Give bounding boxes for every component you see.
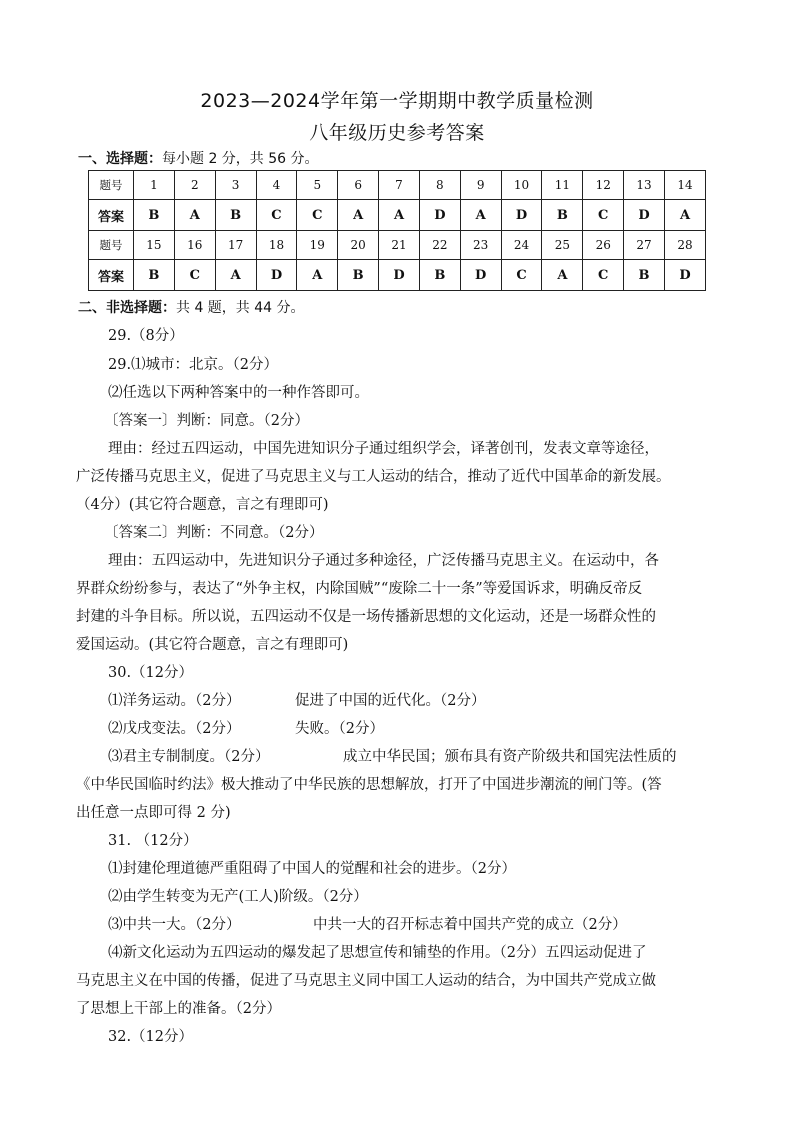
answer-cell: C xyxy=(583,260,624,291)
q30-part2-result: 失败。（2分） xyxy=(295,721,384,737)
answer-cell: C xyxy=(256,200,297,231)
answer-cell: A xyxy=(174,200,215,231)
question-number-cell: 9 xyxy=(460,171,501,200)
q31-part1: ⑴封建伦理道德严重阻碍了中国人的觉醒和社会的进步。（2分） xyxy=(108,861,516,877)
q29-answer2-reason-line3: 封建的斗争目标。所以说，五四运动不仅是一场传播新思想的文化运动，还是一场群众性的 xyxy=(76,609,656,625)
q31-part3-detail: 中共一大的召开标志着中国共产党的成立（2分） xyxy=(313,917,627,933)
answer-cell: A xyxy=(460,200,501,231)
answer-cell: B xyxy=(419,260,460,291)
question-number-cell: 6 xyxy=(338,171,379,200)
q31-part2: ⑵由学生转变为无产(工人)阶级。（2分） xyxy=(108,889,368,905)
answer-cell: A xyxy=(215,260,256,291)
question-number-cell: 10 xyxy=(501,171,542,200)
question-number-cell: 23 xyxy=(460,231,501,260)
page-subtitle: 八年级历史参考答案 xyxy=(309,122,485,144)
answer-cell: D xyxy=(256,260,297,291)
section-non-choice-heading xyxy=(78,297,305,317)
question-number-cell: 12 xyxy=(583,171,624,200)
section-heading-detail: 共 4 题，共 44 分。 xyxy=(176,300,305,316)
q30-part3-detail-line3: 出任意一点即可得 2 分) xyxy=(76,805,231,821)
question-number-cell: 5 xyxy=(297,171,338,200)
answer-cell: A xyxy=(542,260,583,291)
question-number-cell: 25 xyxy=(542,231,583,260)
question-number-cell: 13 xyxy=(624,171,665,200)
q29-answer1-judgement: 〔答案一〕判断：同意。（2分） xyxy=(104,413,309,429)
question-number-cell: 2 xyxy=(174,171,215,200)
q29-answer2-reason-line1: 理由：五四运动中，先进知识分子通过多种途径，广泛传播马克思主义。在运动中，各 xyxy=(108,553,659,569)
answer-cell: B xyxy=(215,200,256,231)
answer-cell: B xyxy=(624,260,665,291)
row-label-answer: 答案 xyxy=(89,200,134,231)
q30-part3-answer: ⑶君主专制制度。（2分） xyxy=(108,749,270,765)
q30-part2-answer: ⑵戊戌变法。（2分） xyxy=(108,721,241,737)
row-label-question-number: 题号 xyxy=(89,171,134,200)
q29-answer2-judgement: 〔答案二〕判断：不同意。（2分） xyxy=(104,525,324,541)
answer-cell: A xyxy=(379,200,420,231)
q31-part4-line3: 了思想上干部上的准备。（2分） xyxy=(76,1001,281,1017)
answer-cell: C xyxy=(501,260,542,291)
answer-cell: B xyxy=(542,200,583,231)
q30-heading: 30.（12分） xyxy=(108,665,194,681)
question-number-cell: 26 xyxy=(583,231,624,260)
answer-cell: B xyxy=(134,260,175,291)
q31-heading: 31. （12分） xyxy=(108,833,198,849)
answer-cell: C xyxy=(583,200,624,231)
answer-cell: A xyxy=(664,200,705,231)
answer-cell: D xyxy=(379,260,420,291)
question-number-cell: 4 xyxy=(256,171,297,200)
question-number-cell: 24 xyxy=(501,231,542,260)
q29-heading: 29.（8分） xyxy=(108,328,184,344)
question-number-row xyxy=(89,171,706,200)
answer-row xyxy=(89,200,706,231)
answer-cell: D xyxy=(624,200,665,231)
q30-part1-effect: 促进了中国的近代化。（2分） xyxy=(295,693,486,709)
question-number-cell: 8 xyxy=(419,171,460,200)
question-number-cell: 11 xyxy=(542,171,583,200)
answer-cell: B xyxy=(134,200,175,231)
section-heading-detail: 每小题 2 分，共 56 分。 xyxy=(162,151,319,167)
question-number-cell: 22 xyxy=(419,231,460,260)
q31-part4-line2: 马克思主义在中国的传播，促进了马克思主义同中国工人运动的结合，为中国共产党成立做 xyxy=(76,973,656,989)
q29-part1: 29.⑴城市：北京。（2分） xyxy=(108,357,279,373)
row-label-answer: 答案 xyxy=(89,260,134,291)
question-number-cell: 27 xyxy=(624,231,665,260)
q29-answer1-reason-line1: 理由：经过五四运动，中国先进知识分子通过组织学会，译著创刊，发表文章等途径， xyxy=(108,441,659,457)
answer-cell: D xyxy=(501,200,542,231)
question-number-cell: 14 xyxy=(664,171,705,200)
page-title: 2023—2024学年第一学期期中教学质量检测 xyxy=(200,90,594,112)
answer-row xyxy=(89,260,706,291)
q32-heading: 32.（12分） xyxy=(108,1029,194,1045)
answer-cell: C xyxy=(174,260,215,291)
answer-cell: D xyxy=(460,260,501,291)
answer-cell: D xyxy=(419,200,460,231)
answer-cell: B xyxy=(338,260,379,291)
section-heading-label: 二、非选择题： xyxy=(78,300,176,316)
section-heading-label: 一、选择题： xyxy=(78,151,162,167)
q29-answer2-reason-line2: 界群众纷纷参与，表达了“外争主权，内除国贼”“废除二十一条”等爱国诉求，明确反帝反 xyxy=(76,581,643,597)
q29-answer1-reason-line3: （4分）(其它符合题意，言之有理即可) xyxy=(76,497,329,513)
question-number-cell: 16 xyxy=(174,231,215,260)
question-number-cell: 18 xyxy=(256,231,297,260)
question-number-cell: 28 xyxy=(664,231,705,260)
question-number-cell: 19 xyxy=(297,231,338,260)
question-number-cell: 17 xyxy=(215,231,256,260)
question-number-cell: 1 xyxy=(134,171,175,200)
answer-cell: D xyxy=(664,260,705,291)
question-number-cell: 7 xyxy=(379,171,420,200)
q31-part4-line1: ⑷新文化运动为五四运动的爆发起了思想宣传和铺垫的作用。（2分）五四运动促进了 xyxy=(108,945,647,961)
q29-answer2-reason-line4: 爱国运动。(其它符合题意，言之有理即可) xyxy=(76,637,349,653)
q30-part3-detail: 成立中华民国；颁布具有资产阶级共和国宪法性质的 xyxy=(343,749,677,765)
question-number-cell: 20 xyxy=(338,231,379,260)
q31-part3-answer: ⑶中共一大。（2分） xyxy=(108,917,241,933)
q29-part2-intro: ⑵任选以下两种答案中的一种作答即可。 xyxy=(108,385,369,401)
answer-cell: A xyxy=(297,260,338,291)
section-multiple-choice-heading xyxy=(78,148,319,168)
answer-cell: A xyxy=(338,200,379,231)
answer-table xyxy=(88,170,706,291)
question-number-row xyxy=(89,231,706,260)
question-number-cell: 15 xyxy=(134,231,175,260)
question-number-cell: 21 xyxy=(379,231,420,260)
row-label-question-number: 题号 xyxy=(89,231,134,260)
q29-answer1-reason-line2: 广泛传播马克思主义，促进了马克思主义与工人运动的结合，推动了近代中国革命的新发展。 xyxy=(76,469,671,485)
answer-cell: C xyxy=(297,200,338,231)
q30-part3-detail-line2: 《中华民国临时约法》极大推动了中华民族的思想解放，打开了中国进步潮流的闸门等。(答 xyxy=(76,777,662,793)
q30-part1-answer: ⑴洋务运动。（2分） xyxy=(108,693,241,709)
question-number-cell: 3 xyxy=(215,171,256,200)
